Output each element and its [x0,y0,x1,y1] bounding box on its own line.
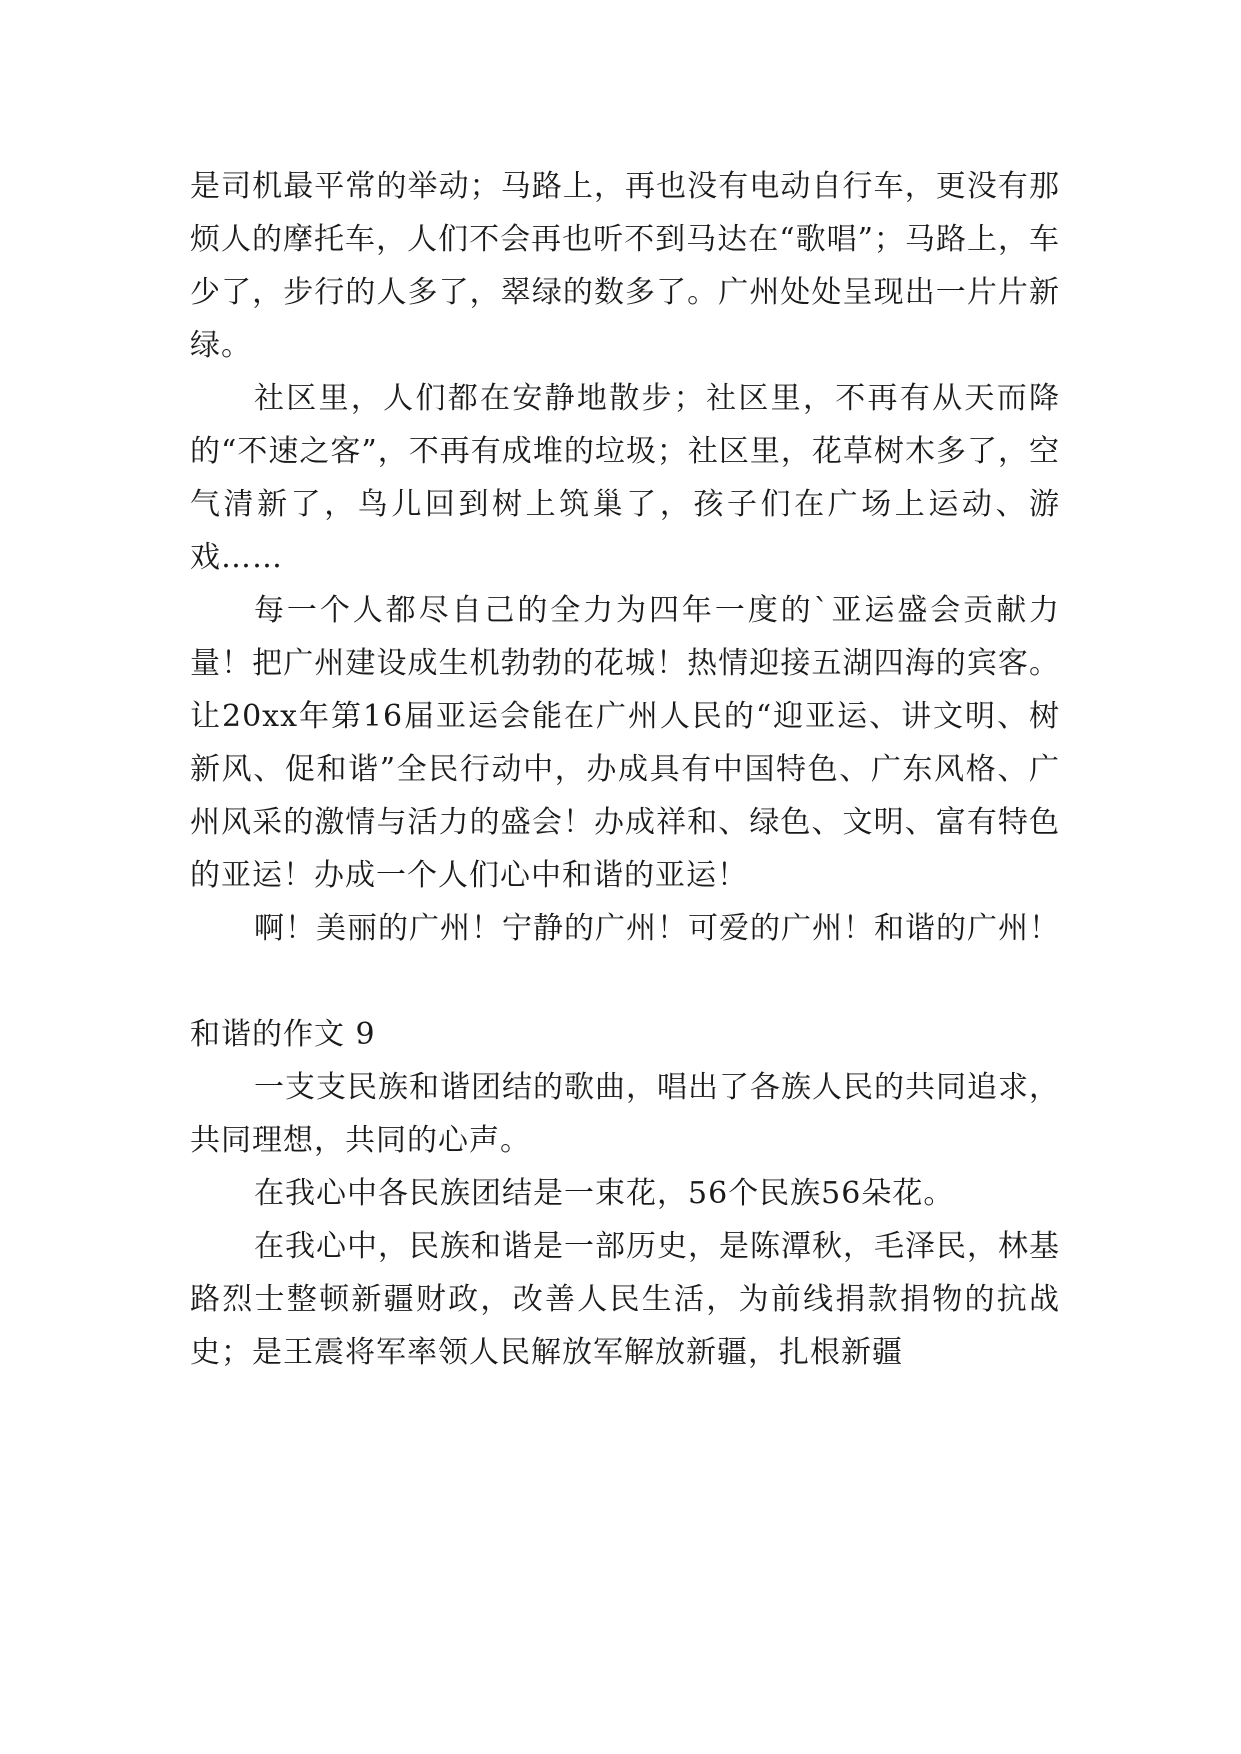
paragraph-flowers: 在我心中各民族团结是一束花，56个民族56朵花。 [254,1176,955,1211]
paragraph-history: 在我心中，民族和谐是一部历史，是陈潭秋，毛泽民，林基路烈士整顿新疆财政，改善人民生活，为前线捐款捐物的抗战史；是王震将军率领人民解放军解放新疆，扎根新疆 [190,1229,1060,1370]
paragraph-continuation: 是司机最平常的举动；马路上，再也没有电动自行车，更没有那烦人的摩托车，人们不会再也听不到马达在“歌唱”；马路上，车少了，步行的人多了，翠绿的数多了。广州处处呈现出一片片新绿。 [190,169,1060,363]
paragraph-songs: 一支支民族和谐团结的歌曲，唱出了各族人民的共同追求，共同理想，共同的心声。 [190,1070,1060,1158]
document-body [190,160,1060,1379]
paragraph-asian-games: 每一个人都尽自己的全力为四年一度的`亚运盛会贡献力量！把广州建设成生机勃勃的花城！热情迎接五湖四海的宾客。让20xx年第16届亚运会能在广州人民的“迎亚运、讲文明、树新风、促和谐”全民行动中，办成具有中国特色、广东风格、广州风采的激情与活力的盛会！办成祥和、绿色、文明、富有特色的亚运！办成一个人们心中和谐的亚运！ [190,593,1060,893]
paragraph-guangzhou-exclaim: 啊！美丽的广州！宁静的广州！可爱的广州！和谐的广州！ [254,911,1060,946]
paragraph-community: 社区里，人们都在安静地散步；社区里，不再有从天而降的“不速之客”，不再有成堆的垃圾；社区里，花草树木多了，空气清新了，鸟儿回到树上筑巢了，孩子们在广场上运动、游戏…… [190,381,1060,575]
section-title: 和谐的作文 9 [190,1017,376,1052]
